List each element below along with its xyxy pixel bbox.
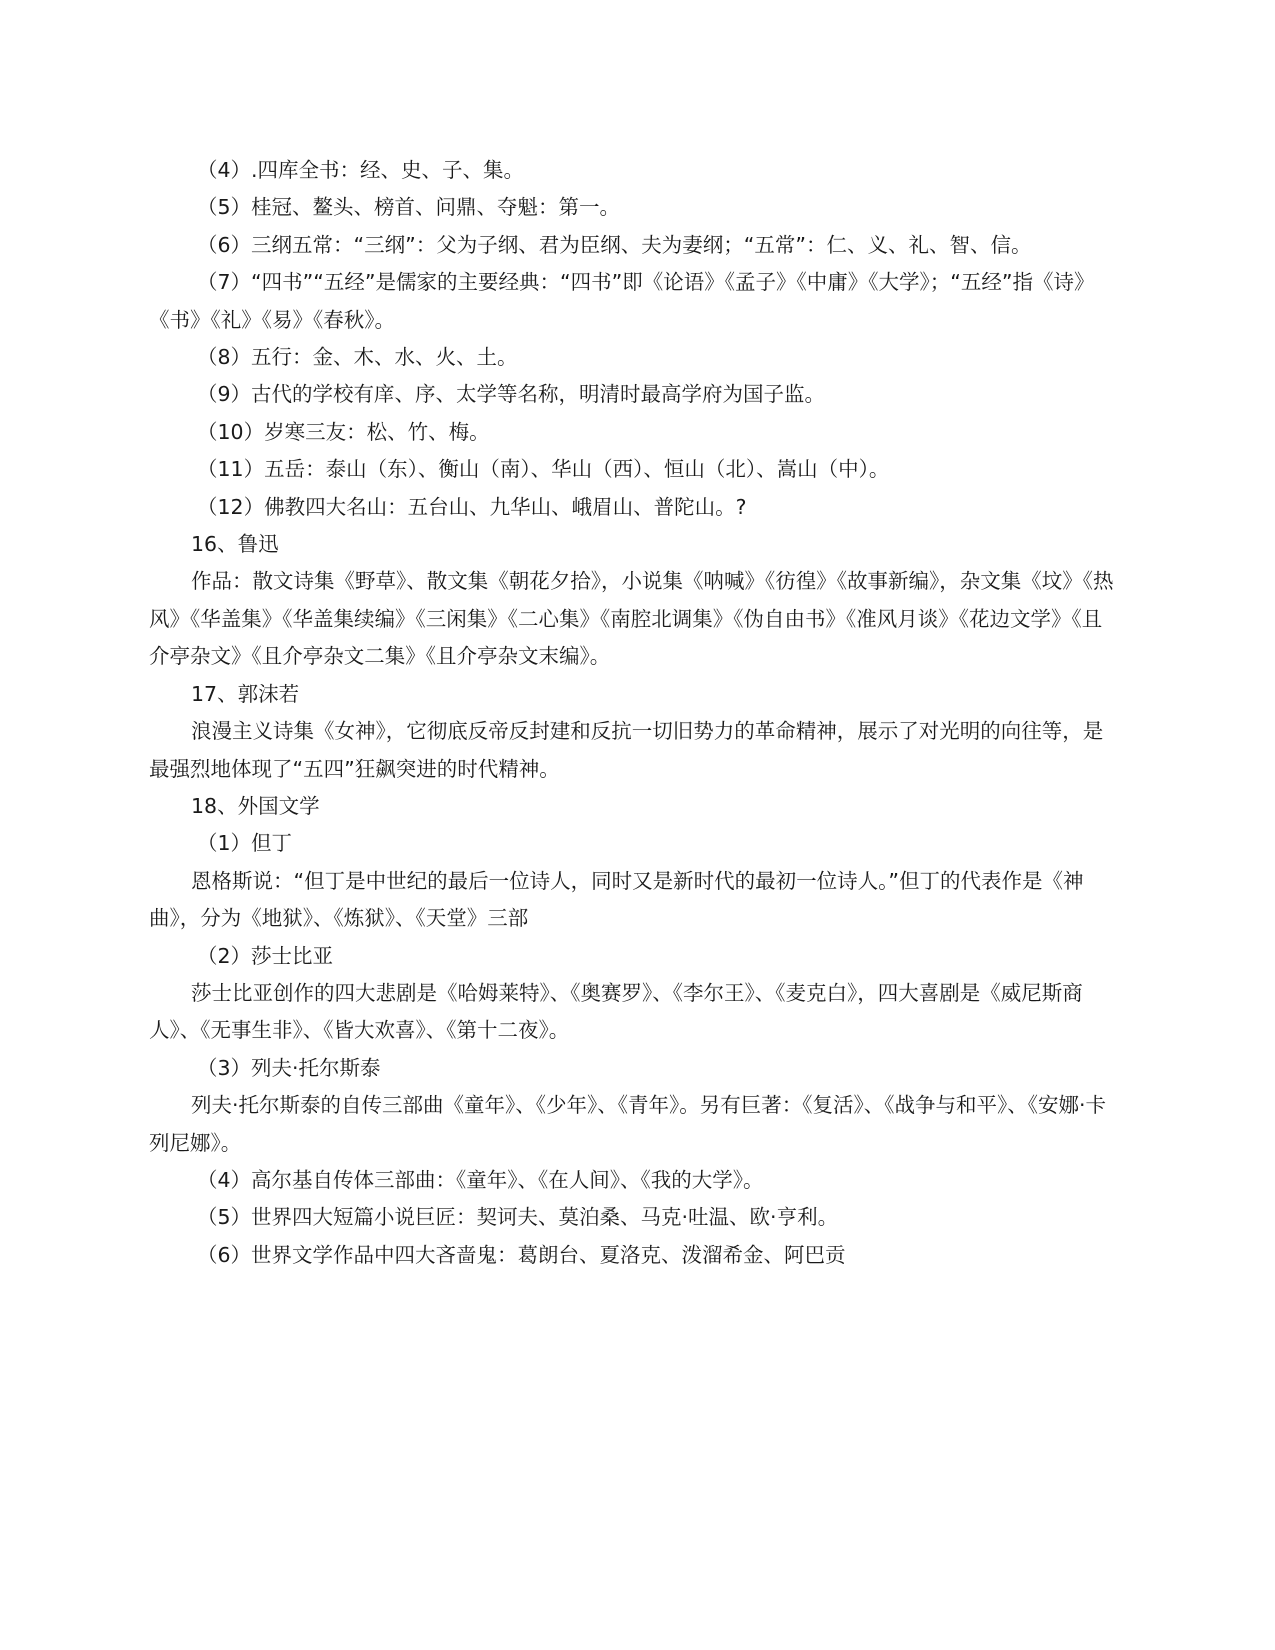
subheading-shakespeare: （2）莎士比亚 [197, 943, 334, 968]
list-item-first-place: （5）桂冠、鳌头、榜首、问鼎、夺魁：第一。 [197, 195, 621, 220]
list-item-misers: （6）世界文学作品中四大吝啬鬼：葛朗台、夏洛克、泼溜希金、阿巴贡 [197, 1242, 846, 1267]
subheading-dante: （1）但丁 [197, 831, 293, 856]
section-heading-guo-moruo: 17、郭沫若 [191, 681, 300, 706]
subheading-tolstoy: （3）列夫·托尔斯泰 [197, 1055, 381, 1080]
paragraph-lu-xun-works: 作品：散文诗集《野草》、散文集《朝花夕拾》，小说集《呐喊》《彷徨》《故事新编》，杂文集《坟》《热风》《华盖集》《华盖集续编》《三闲集》《二心集》《南腔北调集》《伪自由书》《准风月谈》《花边文学》《且介亭杂文》《且介亭杂文二集》《且介亭杂文末编》。 [149, 569, 1114, 669]
list-item-three-friends: （10）岁寒三友：松、竹、梅。 [197, 419, 490, 444]
list-item-buddhist-mountains: （12）佛教四大名山：五台山、九华山、峨眉山、普陀山。? [197, 494, 747, 519]
section-heading-foreign-literature: 18、外国文学 [191, 793, 320, 818]
list-item-siku: （4）.四库全书：经、史、子、集。 [197, 158, 525, 182]
list-item-sishu-wujing: （7）“四书”“五经”是儒家的主要经典：“四书”即《论语》《孟子》《中庸》《大学》；“五经”指《诗》《书》《礼》《易》《春秋》。 [149, 270, 1095, 332]
list-item-ancient-schools: （9）古代的学校有庠、序、太学等名称，明清时最高学府为国子监。 [197, 382, 826, 407]
paragraph-guo-moruo: 浪漫主义诗集《女神》，它彻底反帝反封建和反抗一切旧势力的革命精神，展示了对光明的向往等，是最强烈地体现了“五四”狂飙突进的时代精神。 [149, 719, 1104, 781]
list-item-short-story-masters: （5）世界四大短篇小说巨匠：契诃夫、莫泊桑、马克·吐温、欧·亨利。 [197, 1205, 839, 1230]
paragraph-tolstoy: 列夫·托尔斯泰的自传三部曲《童年》、《少年》、《青年》。另有巨著：《复活》、《战争与和平》、《安娜·卡列尼娜》。 [149, 1093, 1107, 1155]
list-item-wuxing: （8）五行：金、木、水、火、土。 [197, 345, 518, 370]
document-body [149, 152, 1119, 1274]
list-item-gorky: （4）高尔基自传体三部曲：《童年》、《在人间》、《我的大学》。 [197, 1167, 764, 1192]
paragraph-dante: 恩格斯说：“但丁是中世纪的最后一位诗人，同时又是新时代的最初一位诗人。”但丁的代表作是《神曲》，分为《地狱》、《炼狱》、《天堂》三部 [149, 868, 1084, 931]
list-item-sangang-wuchang: （6）三纲五常：“三纲”：父为子纲、君为臣纲、夫为妻纲；“五常”：仁、义、礼、智、信。 [197, 232, 1032, 257]
section-heading-lu-xun: 16、鲁迅 [191, 532, 279, 557]
list-item-five-mountains: （11）五岳：泰山（东）、衡山（南）、华山（西）、恒山（北）、嵩山（中）。 [197, 457, 890, 482]
paragraph-shakespeare: 莎士比亚创作的四大悲剧是《哈姆莱特》、《奥赛罗》、《李尔王》、《麦克白》，四大喜剧是《威尼斯商人》、《无事生非》、《皆大欢喜》、《第十二夜》。 [149, 980, 1083, 1043]
